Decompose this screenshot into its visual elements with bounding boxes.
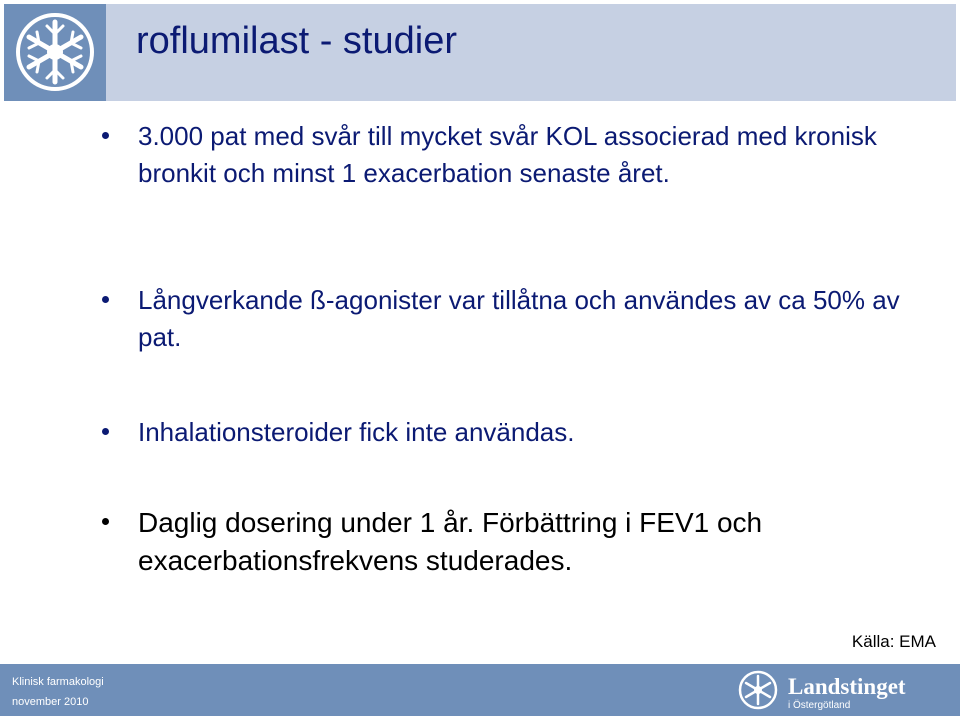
- footer-bar: [0, 664, 960, 716]
- bullet-item: [100, 504, 920, 580]
- bullet-text: Inhalationsteroider fick inte användas.: [138, 417, 575, 447]
- bullet-dot: [102, 518, 109, 525]
- bullet-item: [100, 118, 920, 192]
- bullet-item: [100, 414, 920, 451]
- landstinget-emblem-icon: [736, 668, 780, 712]
- footer-department: Klinisk farmakologi: [12, 676, 104, 688]
- bullet-item: [100, 282, 920, 356]
- bullet-text: 3.000 pat med svår till mycket svår KOL associerad med kronisk bronkit och minst 1 exacerbation senaste året.: [138, 121, 877, 188]
- header-logo: [4, 4, 106, 101]
- footer-logo-subtitle: i Östergötland: [788, 700, 851, 711]
- bullet-dot: [102, 428, 109, 435]
- bullet-dot: [102, 132, 109, 139]
- footer-logo: [736, 668, 936, 712]
- snowflake-emblem-icon: [4, 4, 106, 101]
- source-note: Källa: EMA: [851, 632, 936, 651]
- slide-title: roflumilast - studier: [136, 20, 457, 62]
- footer-date: november 2010: [12, 696, 89, 708]
- bullet-text: Långverkande ß-agonister var tillåtna och användes av ca 50% av pat.: [138, 285, 900, 352]
- bullet-dot: [102, 296, 109, 303]
- bullet-text: Daglig dosering under 1 år. Förbättring i FEV1 och exacerbationsfrekvens studerades.: [138, 507, 763, 576]
- footer-logo-name: Landstinget: [788, 674, 906, 699]
